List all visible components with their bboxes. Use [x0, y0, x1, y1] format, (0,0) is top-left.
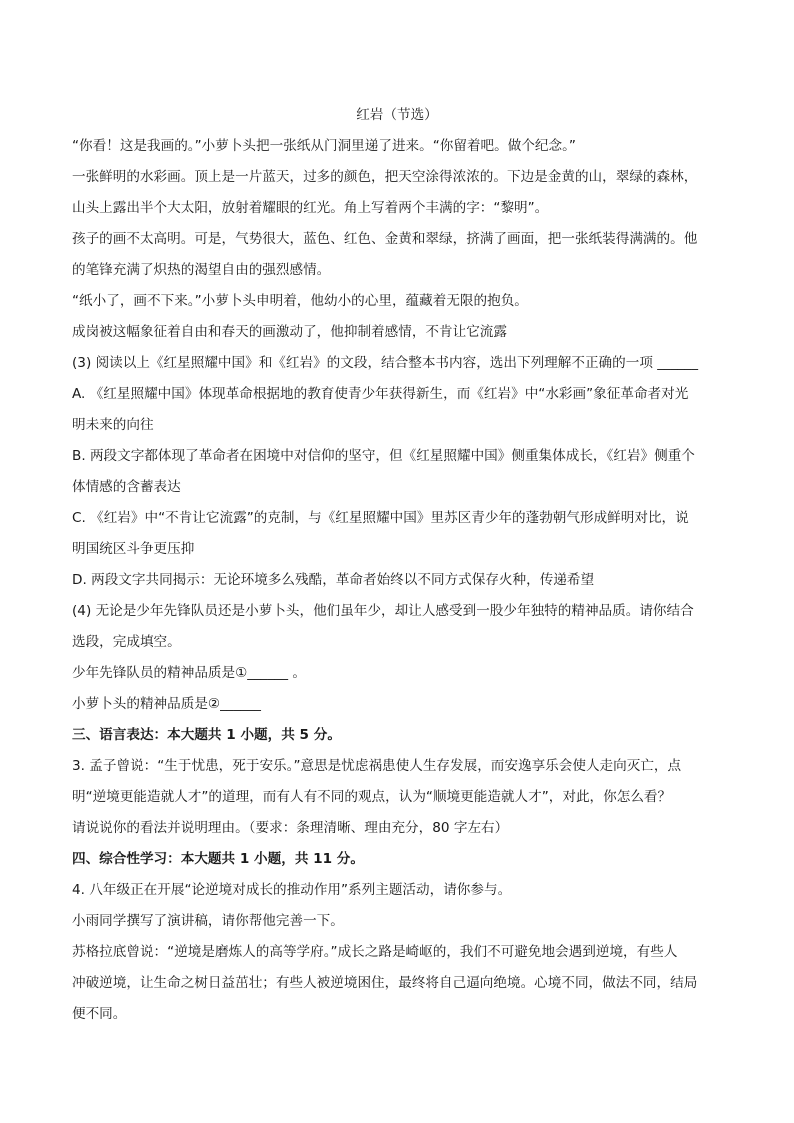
- text-line: 4. 八年级正在开展“论逆境对成长的推动作用”系列主题活动，请你参与。: [72, 882, 512, 898]
- speech-draft-paragraph: [72, 937, 722, 1030]
- section-4-instruction: [72, 906, 722, 937]
- passage-paragraph-2: [72, 162, 722, 224]
- document-page: [72, 100, 722, 1030]
- question-3-stem: [72, 348, 722, 379]
- text-line: 明国统区斗争更压抑: [72, 541, 195, 557]
- text-line: “你看！这是我画的。”小萝卜头把一张纸从门洞里递了进来。“你留着吧。做个纪念。”: [72, 138, 576, 154]
- text-line: 请说说你的看法并说明理由。（要求：条理清晰、理由充分，80 字左右）: [72, 820, 509, 836]
- text-line: 明“逆境更能造就人才”的道理，而有人有不同的观点，认为“顺境更能造就人才”，对此，你怎么看？: [72, 789, 672, 805]
- option-b: [72, 441, 722, 503]
- text-line: 便不同。: [72, 1006, 127, 1022]
- text-line: 体情感的含蓄表达: [72, 479, 181, 495]
- passage-paragraph-5: [72, 317, 722, 348]
- text-line: 的笔锋充满了炽热的渴望自由的强烈感情。: [72, 262, 331, 278]
- text-line: 孩子的画不太高明。可是，气势很大，蓝色、红色、金黄和翠绿，挤满了画面，把一张纸装得满满的。他: [72, 231, 698, 247]
- question-4-stem: [72, 596, 722, 658]
- passage-paragraph-3: [72, 224, 722, 286]
- section-4-heading: 四、综合性学习：本大题共 1 小题，共 11 分。: [72, 851, 364, 867]
- text-line: 成岗被这幅象征着自由和春天的画激动了，他抑制着感情，不肯让它流露: [72, 324, 507, 340]
- text-line: B. 两段文字都体现了革命者在困境中对信仰的坚守，但《红星照耀中国》侧重集体成长，《红岩》侧重个: [72, 448, 695, 464]
- option-a: [72, 379, 722, 441]
- text-line: “纸小了，画不下来。”小萝卜头申明着，他幼小的心里，蕴藏着无限的抱负。: [72, 293, 528, 309]
- text-line: (3) 阅读以上《红星照耀中国》和《红岩》的文段，结合整本书内容，选出下列理解不正确的一项 ______: [72, 355, 699, 371]
- section-4-intro: [72, 875, 722, 906]
- text-line: 一张鲜明的水彩画。顶上是一片蓝天，过多的颜色，把天空涂得浓浓的。下边是金黄的山，翠绿的森林，: [72, 169, 698, 185]
- passage-paragraph-1: [72, 131, 722, 162]
- text-line: 山头上露出半个大太阳，放射着耀眼的红光。角上写着两个丰满的字：“黎明”。: [72, 200, 549, 216]
- option-c: [72, 503, 722, 565]
- section-3-heading: 三、语言表达：本大题共 1 小题，共 5 分。: [72, 727, 341, 743]
- text-line: D. 两段文字共同揭示：无论环境多么残酷，革命者始终以不同方式保存火种，传递希望: [72, 572, 595, 588]
- text-line: 明未来的向往: [72, 417, 154, 433]
- text-line: 小雨同学撰写了演讲稿，请你帮他完善一下。: [72, 913, 344, 929]
- passage-title: 红岩（节选）: [356, 107, 438, 123]
- text-line: A. 《红星照耀中国》体现革命根据地的教育使青少年获得新生，而《红岩》中“水彩画”象征革命者对光: [72, 386, 689, 402]
- text-line: 冲破逆境，让生命之树日益茁壮；有些人被逆境困住，最终将自己逼向绝境。心境不同，做法不同，结局: [72, 975, 698, 991]
- passage-paragraph-4: [72, 286, 722, 317]
- fill-blank-1: 少年先锋队员的精神品质是①______ 。: [72, 665, 307, 681]
- text-line: 选段，完成填空。: [72, 634, 181, 650]
- text-line: 苏格拉底曾说：“逆境是磨炼人的高等学府。”成长之路是崎岖的，我们不可避免地会遇到逆境，有些人: [72, 944, 678, 960]
- section-3-question: [72, 751, 722, 844]
- text-line: C. 《红岩》中“不肯让它流露”的克制，与《红星照耀中国》里苏区青少年的蓬勃朝气形成鲜明对比，说: [72, 510, 689, 526]
- text-line: 3. 孟子曾说：“生于忧患，死于安乐。”意思是忧虑祸患使人生存发展，而安逸享乐会使人走向灭亡，点: [72, 758, 682, 774]
- text-line: (4) 无论是少年先锋队员还是小萝卜头，他们虽年少，却让人感受到一股少年独特的精神品质。请你结合: [72, 603, 694, 619]
- fill-blank-2: 小萝卜头的精神品质是②______: [72, 696, 261, 712]
- option-d: [72, 565, 722, 596]
